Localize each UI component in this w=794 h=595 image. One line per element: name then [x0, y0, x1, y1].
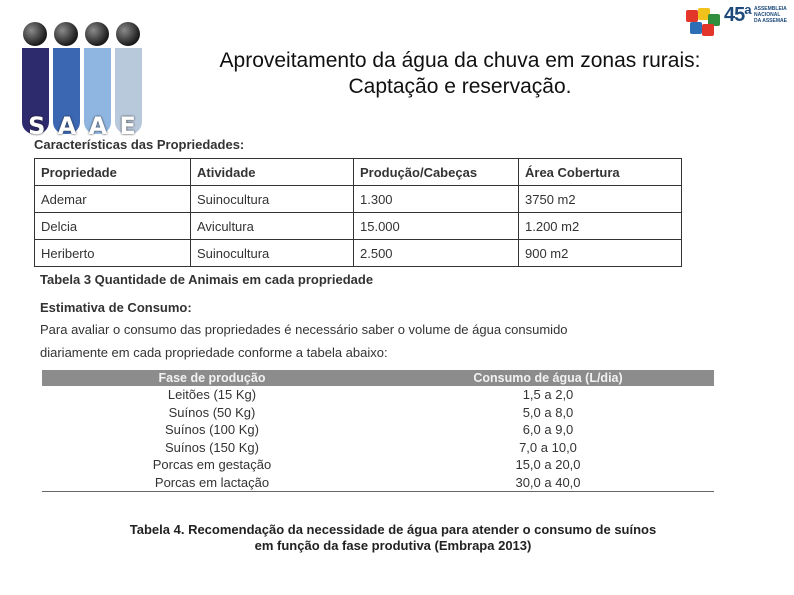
- logo-letter: E: [119, 112, 136, 140]
- table-row: [35, 186, 682, 213]
- water-consumption-table: [42, 370, 714, 492]
- conference-name: ASSEMBLEIA NACIONAL DA ASSEMAE: [754, 6, 787, 24]
- table-caption: [46, 522, 740, 554]
- table-cell: 15.000: [354, 213, 519, 240]
- table-row: [42, 421, 714, 439]
- table-cell: 900 m2: [519, 240, 682, 267]
- table-row: [42, 456, 714, 474]
- table-cell: Ademar: [35, 186, 191, 213]
- table-cell: Heriberto: [35, 240, 191, 267]
- logo-letter: A: [57, 112, 77, 140]
- table-row: [42, 386, 714, 404]
- properties-table: [34, 158, 682, 267]
- column-header: Fase de produção: [42, 370, 382, 386]
- table-cell: Delcia: [35, 213, 191, 240]
- table-cell: 5,0 a 8,0: [522, 404, 574, 420]
- section-heading-consumption: Estimativa de Consumo:: [40, 300, 192, 315]
- table-cell: Suinocultura: [191, 186, 354, 213]
- table-cell: 1,5 a 2,0: [522, 387, 574, 403]
- puzzle-icon: [684, 6, 722, 40]
- title-line: Aproveitamento da água da chuva em zonas rurais:: [219, 49, 701, 72]
- title-line: Captação e reservação.: [348, 75, 572, 98]
- table-cell: 6,0 a 9,0: [522, 422, 574, 438]
- column-header: Propriedade: [35, 159, 191, 186]
- table-cell: Leitões (15 Kg): [167, 387, 257, 403]
- table-caption: Tabela 3 Quantidade de Animais em cada propriedade: [40, 272, 374, 287]
- table-row: [35, 240, 682, 267]
- column-header: Consumo de água (L/dia): [382, 370, 714, 386]
- column-header: Atividade: [191, 159, 354, 186]
- conference-number: 45ª: [724, 4, 751, 26]
- table-cell: Suinocultura: [191, 240, 354, 267]
- logo-letter: A: [88, 112, 108, 140]
- table-cell: Avicultura: [191, 213, 354, 240]
- table-cell: 7,0 a 10,0: [519, 439, 577, 455]
- table-cell: Suínos (150 Kg): [165, 439, 259, 455]
- table-cell: Porcas em lactação: [154, 474, 270, 490]
- paragraph-line: diariamente em cada propriedade conforme a tabela abaixo:: [40, 345, 388, 360]
- table-row: [42, 404, 714, 422]
- table-cell: Suínos (50 Kg): [168, 404, 256, 420]
- table-cell: Porcas em gestação: [152, 457, 272, 473]
- table-cell: Suínos (100 Kg): [165, 422, 259, 438]
- table-cell: 30,0 a 40,0: [515, 474, 581, 490]
- table-cell: 1.200 m2: [519, 213, 682, 240]
- caption-line: em função da fase produtiva (Embrapa 2013): [254, 538, 532, 553]
- caption-line: Tabela 4. Recomendação da necessidade de água para atender o consumo de suínos: [129, 522, 657, 537]
- table-row: [35, 213, 682, 240]
- logo-letters: [22, 112, 142, 140]
- table-cell: 15,0 a 20,0: [515, 457, 581, 473]
- table-cell: 3750 m2: [519, 186, 682, 213]
- logo-letter: S: [28, 112, 46, 140]
- column-header: Produção/Cabeças: [354, 159, 519, 186]
- paragraph-line: Para avaliar o consumo das propriedades é necessário saber o volume de água consumido: [40, 322, 568, 337]
- table-row: [42, 474, 714, 492]
- saae-logo: [22, 22, 150, 140]
- section-heading-properties: Características das Propriedades:: [34, 137, 245, 152]
- table-row: [42, 439, 714, 457]
- assemae-logo: [684, 4, 788, 50]
- table-header-row: [42, 370, 714, 386]
- slide-title: [150, 48, 770, 100]
- table-cell: 1.300: [354, 186, 519, 213]
- column-header: Área Cobertura: [519, 159, 682, 186]
- table-cell: 2.500: [354, 240, 519, 267]
- consumption-paragraph: [40, 318, 568, 364]
- table-header-row: [35, 159, 682, 186]
